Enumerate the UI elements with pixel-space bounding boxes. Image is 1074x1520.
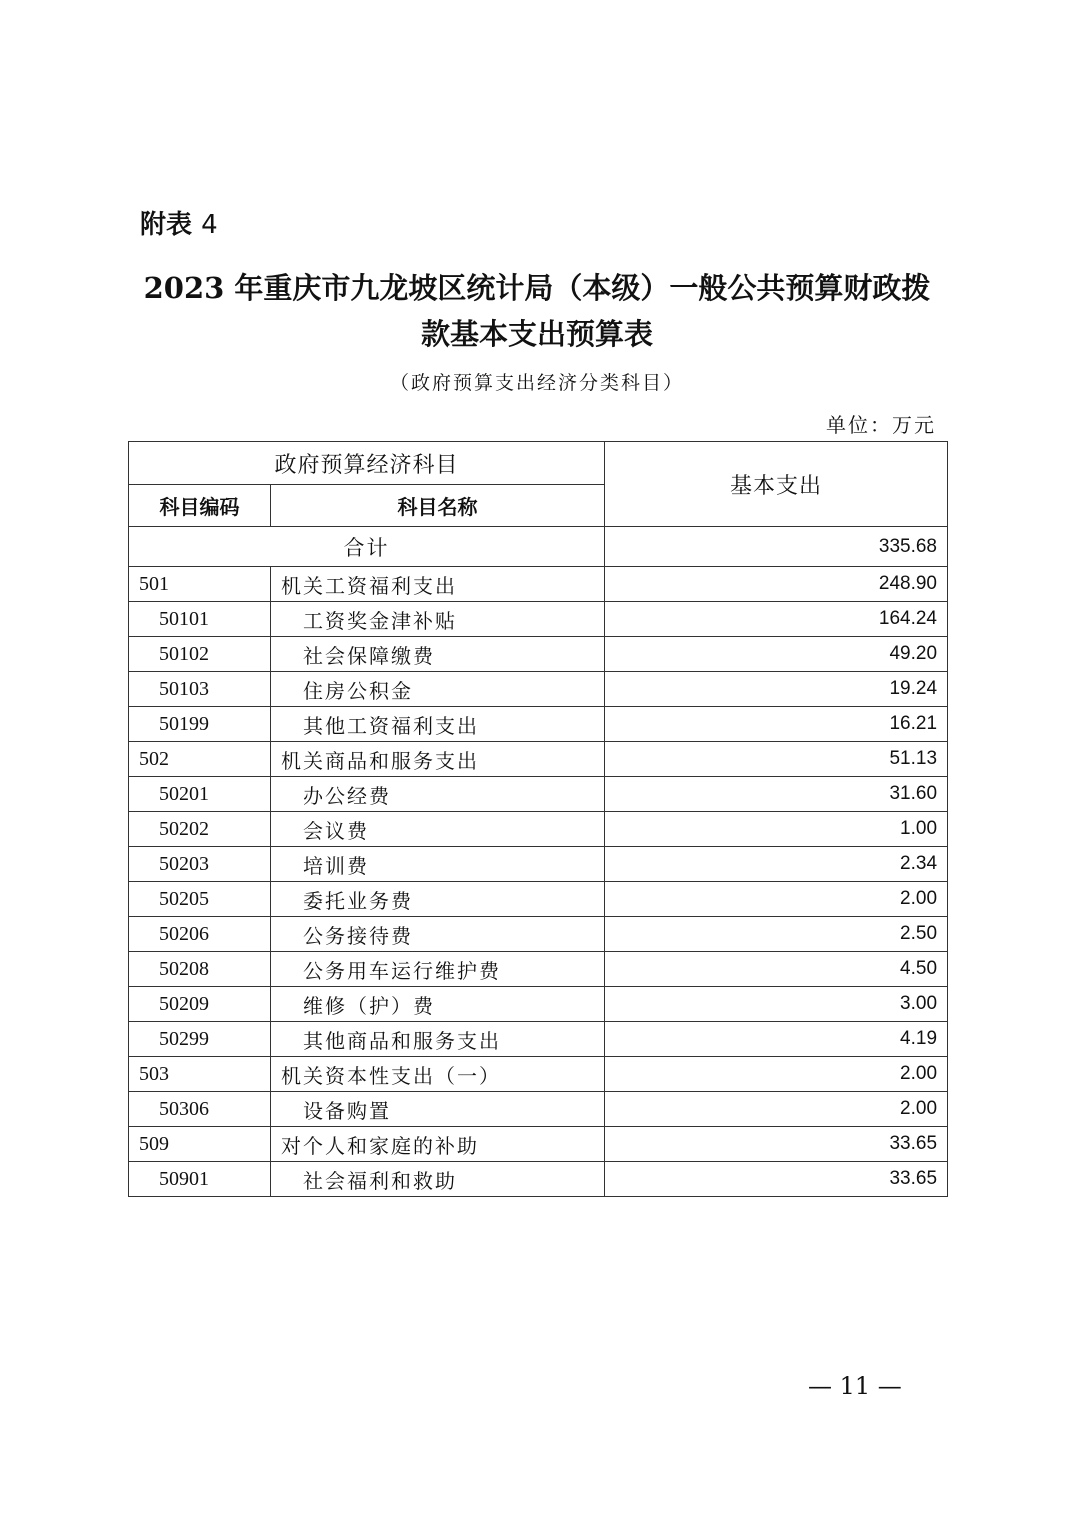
row-value: 4.50 xyxy=(605,952,948,987)
row-name: 会议费 xyxy=(271,812,605,847)
page-title-line-2: 款基本支出预算表 xyxy=(420,317,653,351)
amount-header: 基本支出 xyxy=(605,442,948,527)
row-value: 164.24 xyxy=(605,602,948,637)
unit-label: 单位：万元 xyxy=(826,413,936,437)
table-row xyxy=(129,987,948,1022)
row-code: 50208 xyxy=(129,952,271,987)
row-code: 50205 xyxy=(129,882,271,917)
table-row xyxy=(129,1022,948,1057)
row-name: 对个人和家庭的补助 xyxy=(271,1127,605,1162)
row-value: 1.00 xyxy=(605,812,948,847)
row-code: 503 xyxy=(129,1057,271,1092)
table-row xyxy=(129,1162,948,1197)
row-value: 33.65 xyxy=(605,1127,948,1162)
page-subtitle: （政府预算支出经济分类科目） xyxy=(389,372,684,394)
row-code: 50209 xyxy=(129,987,271,1022)
table-row xyxy=(129,777,948,812)
row-name: 工资奖金津补贴 xyxy=(271,602,605,637)
row-name: 社会福利和救助 xyxy=(271,1162,605,1197)
row-value: 4.19 xyxy=(605,1022,948,1057)
table-row xyxy=(129,847,948,882)
row-code: 502 xyxy=(129,742,271,777)
total-label: 合计 xyxy=(129,527,605,567)
row-name: 机关资本性支出（一） xyxy=(271,1057,605,1092)
row-value: 19.24 xyxy=(605,672,948,707)
table-row xyxy=(129,1057,948,1092)
row-name: 机关工资福利支出 xyxy=(271,567,605,602)
row-name: 公务接待费 xyxy=(271,917,605,952)
row-name: 社会保障缴费 xyxy=(271,637,605,672)
code-header: 科目编码 xyxy=(129,485,271,527)
row-name: 机关商品和服务支出 xyxy=(271,742,605,777)
page-number: — 11 — xyxy=(808,1372,902,1400)
table-row xyxy=(129,812,948,847)
table-row xyxy=(129,707,948,742)
row-name: 公务用车运行维护费 xyxy=(271,952,605,987)
row-value: 2.34 xyxy=(605,847,948,882)
total-value: 335.68 xyxy=(605,527,948,567)
row-name: 住房公积金 xyxy=(271,672,605,707)
row-code: 50299 xyxy=(129,1022,271,1057)
row-value: 16.21 xyxy=(605,707,948,742)
table-row xyxy=(129,1092,948,1127)
table-row xyxy=(129,952,948,987)
row-code: 50103 xyxy=(129,672,271,707)
row-value: 31.60 xyxy=(605,777,948,812)
table-header-row xyxy=(129,442,948,485)
row-value: 248.90 xyxy=(605,567,948,602)
row-code: 50306 xyxy=(129,1092,271,1127)
row-code: 50206 xyxy=(129,917,271,952)
row-code: 50202 xyxy=(129,812,271,847)
row-code: 50201 xyxy=(129,777,271,812)
table-row xyxy=(129,882,948,917)
row-code: 509 xyxy=(129,1127,271,1162)
name-header: 科目名称 xyxy=(271,485,605,527)
row-name: 维修（护）费 xyxy=(271,987,605,1022)
table-row xyxy=(129,602,948,637)
row-value: 51.13 xyxy=(605,742,948,777)
row-code: 501 xyxy=(129,567,271,602)
row-name: 培训费 xyxy=(271,847,605,882)
row-value: 3.00 xyxy=(605,987,948,1022)
table-row xyxy=(129,637,948,672)
table-row xyxy=(129,567,948,602)
budget-table xyxy=(128,441,948,1197)
row-value: 49.20 xyxy=(605,637,948,672)
table-row xyxy=(129,672,948,707)
row-value: 2.00 xyxy=(605,882,948,917)
budget-table-body xyxy=(129,442,948,1197)
row-code: 50901 xyxy=(129,1162,271,1197)
row-value: 33.65 xyxy=(605,1162,948,1197)
row-code: 50199 xyxy=(129,707,271,742)
row-name: 委托业务费 xyxy=(271,882,605,917)
row-value: 2.00 xyxy=(605,1057,948,1092)
row-value: 2.00 xyxy=(605,1092,948,1127)
row-code: 50102 xyxy=(129,637,271,672)
table-row xyxy=(129,742,948,777)
annex-label xyxy=(140,204,218,241)
total-row xyxy=(129,527,948,567)
row-code: 50203 xyxy=(129,847,271,882)
table-row xyxy=(129,917,948,952)
row-value: 2.50 xyxy=(605,917,948,952)
row-name: 其他工资福利支出 xyxy=(271,707,605,742)
row-name: 其他商品和服务支出 xyxy=(271,1022,605,1057)
row-name: 设备购置 xyxy=(271,1092,605,1127)
annex-text: 附表 xyxy=(140,210,193,240)
page-title-line-1: 2023 年重庆市九龙坡区统计局（本级）一般公共预算财政拨 xyxy=(143,271,931,305)
row-name: 办公经费 xyxy=(271,777,605,812)
row-code: 50101 xyxy=(129,602,271,637)
annex-number: 4 xyxy=(201,210,218,240)
group-header: 政府预算经济科目 xyxy=(129,442,605,485)
table-row xyxy=(129,1127,948,1162)
